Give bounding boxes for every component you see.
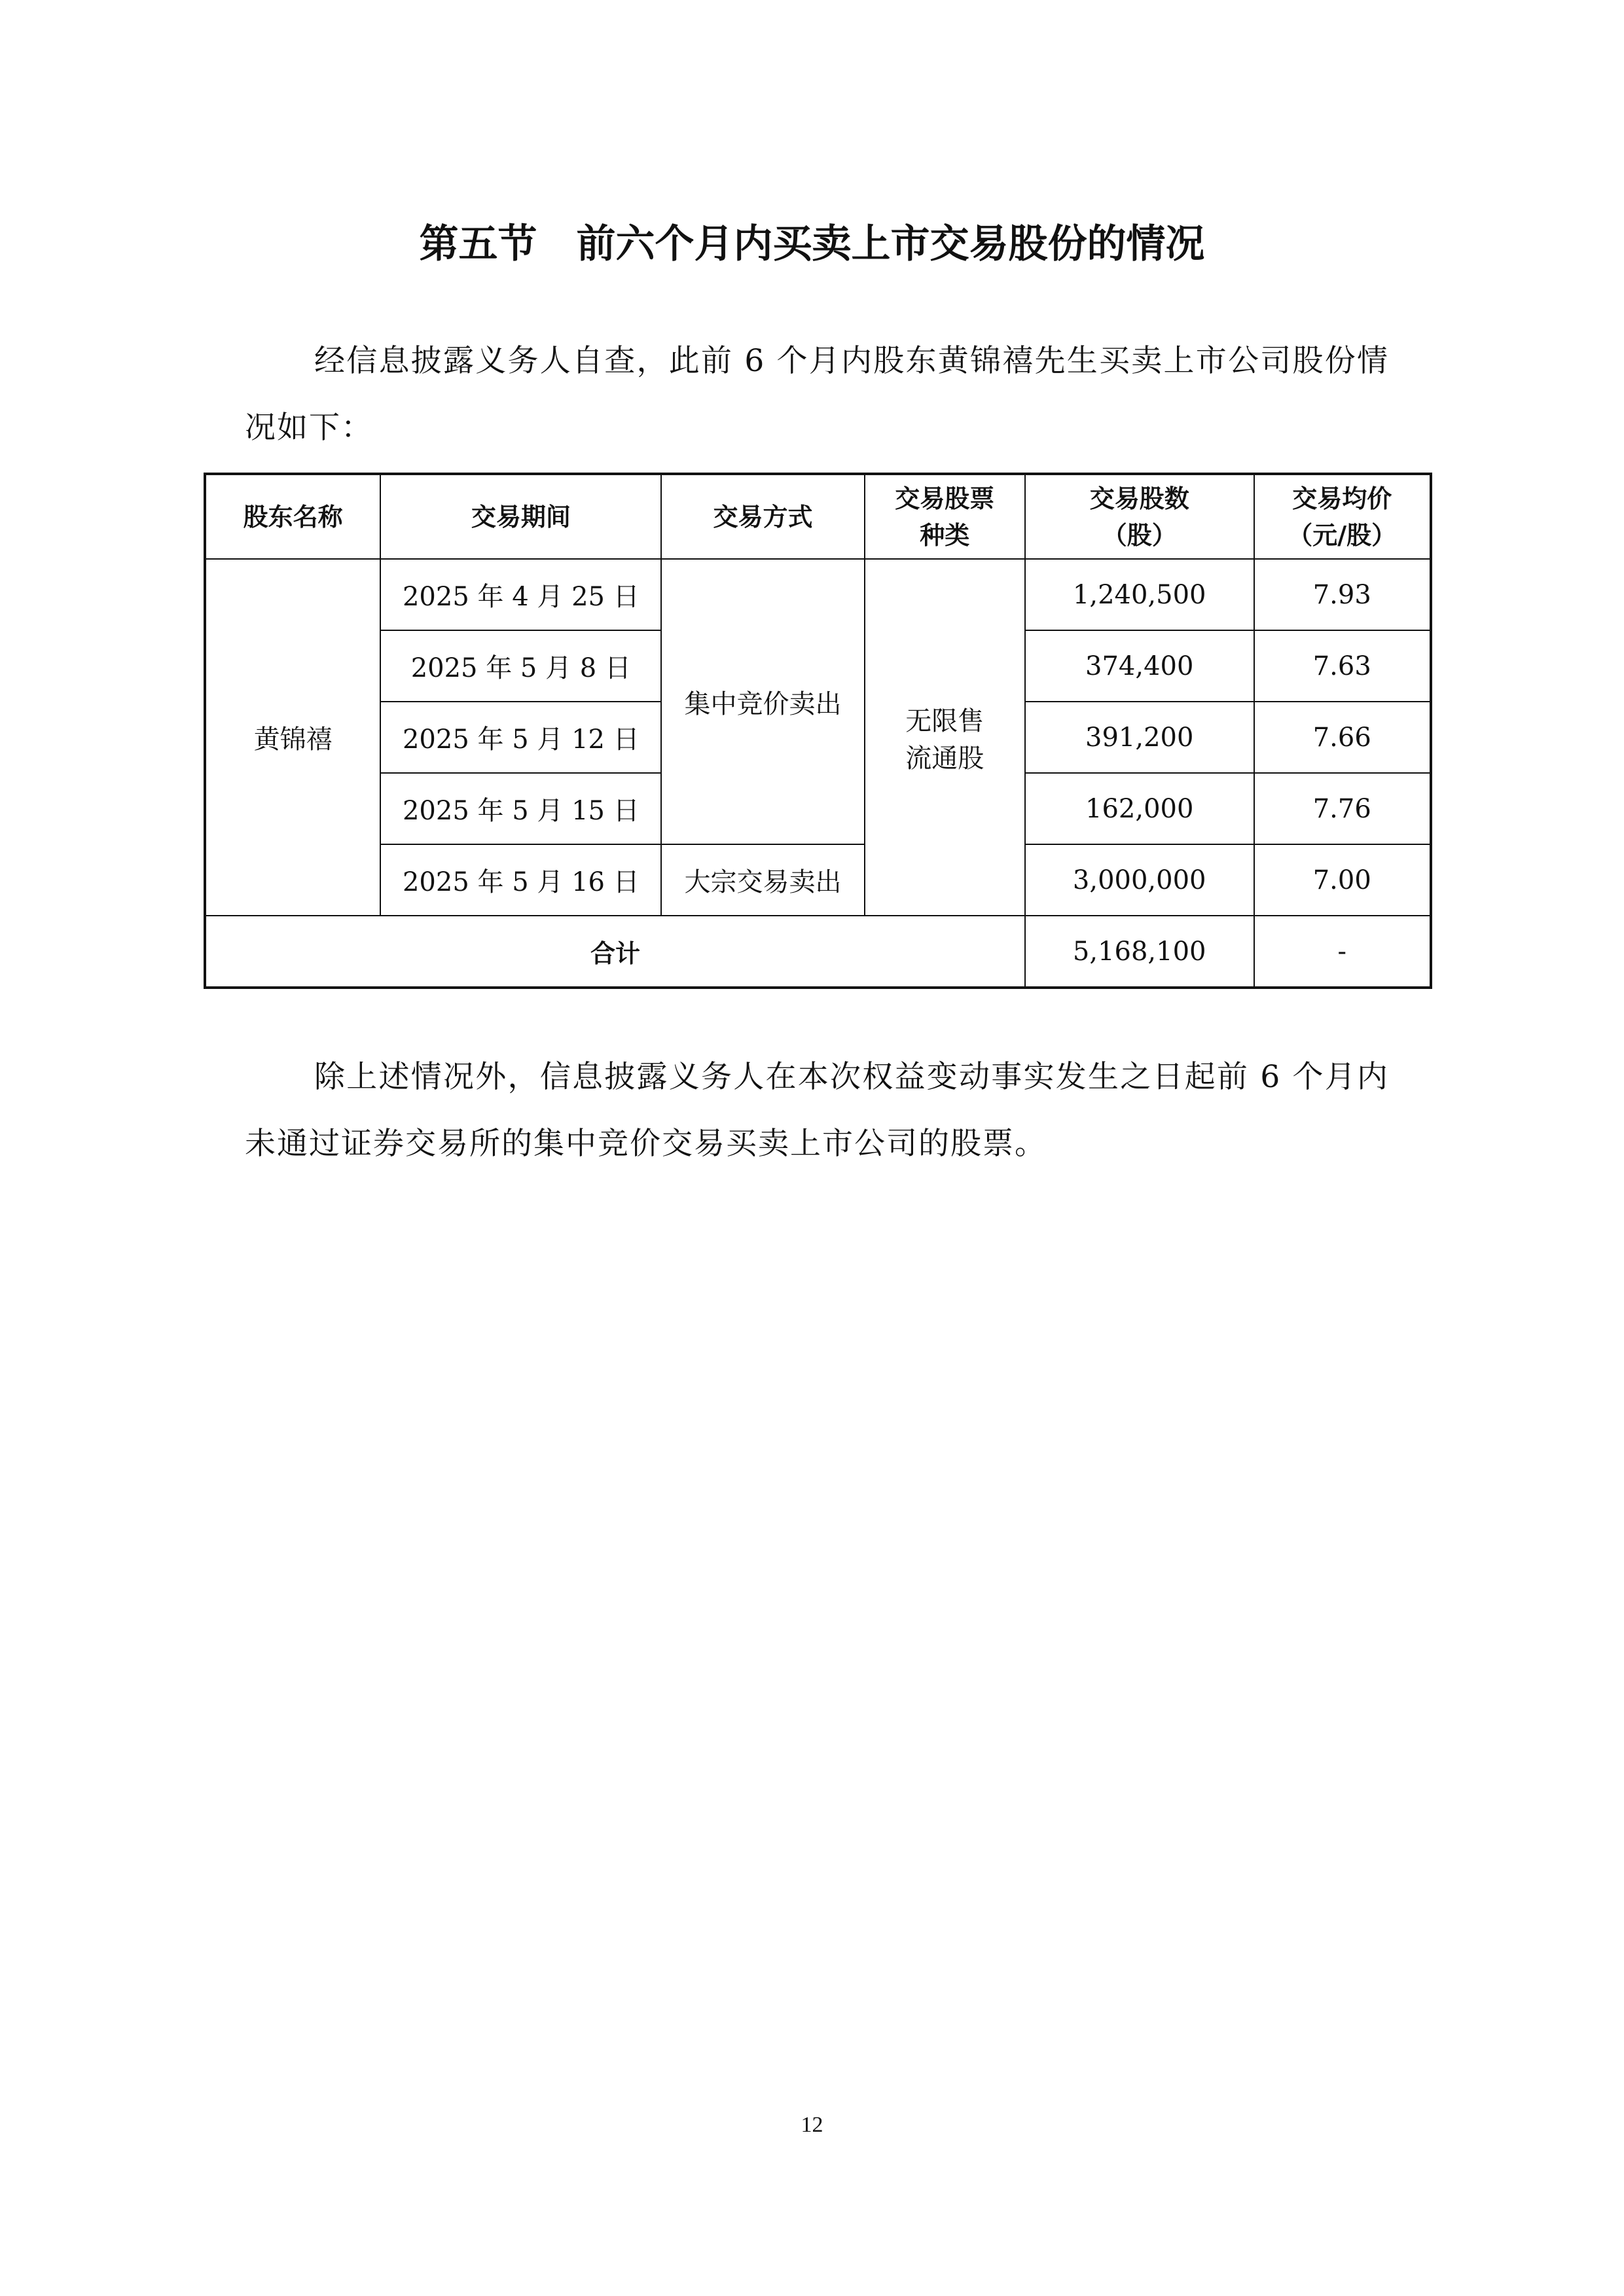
trade-shares: 162,000 bbox=[1025, 773, 1254, 844]
table-row bbox=[205, 559, 1431, 630]
trade-shares: 391,200 bbox=[1025, 702, 1254, 773]
trading-table bbox=[204, 473, 1432, 989]
trade-price: 7.93 bbox=[1254, 559, 1432, 630]
section-number: 第五节 bbox=[419, 221, 537, 267]
header-stock-type bbox=[865, 474, 1025, 559]
trade-price: 7.66 bbox=[1254, 702, 1432, 773]
trade-method: 大宗交易卖出 bbox=[661, 844, 864, 916]
header-period: 交易期间 bbox=[380, 474, 661, 559]
total-label: 合计 bbox=[205, 916, 1025, 988]
header-shareholder: 股东名称 bbox=[205, 474, 380, 559]
stock-type-line: 无限售 bbox=[905, 706, 984, 736]
intro-paragraph: 经信息披露义务人自查，此前 6 个月内股东黄锦禧先生买卖上市公司股份情况如下： bbox=[245, 343, 1389, 446]
trade-price: 7.00 bbox=[1254, 844, 1432, 916]
trade-shares: 374,400 bbox=[1025, 630, 1254, 702]
trade-price: 7.76 bbox=[1254, 773, 1432, 844]
total-price: - bbox=[1254, 916, 1432, 988]
shareholder-name: 黄锦禧 bbox=[205, 559, 380, 916]
section-heading: 前六个月内买卖上市交易股份的情况 bbox=[576, 221, 1205, 267]
trade-date: 2025 年 5 月 8 日 bbox=[380, 630, 661, 702]
total-shares: 5,168,100 bbox=[1025, 916, 1254, 988]
stock-type bbox=[865, 559, 1025, 916]
table-row bbox=[205, 844, 1431, 916]
trade-date: 2025 年 5 月 15 日 bbox=[380, 773, 661, 844]
trade-date: 2025 年 5 月 16 日 bbox=[380, 844, 661, 916]
header-method: 交易方式 bbox=[661, 474, 864, 559]
header-line: 种类 bbox=[920, 520, 970, 550]
stock-type-line: 流通股 bbox=[905, 743, 984, 774]
page-number: 12 bbox=[801, 2113, 823, 2137]
trade-date: 2025 年 5 月 12 日 bbox=[380, 702, 661, 773]
header-price bbox=[1254, 474, 1432, 559]
header-shares-label: 交易股数（股） bbox=[1089, 484, 1189, 550]
header-line: （元/股） bbox=[1288, 520, 1397, 550]
trade-date: 2025 年 4 月 25 日 bbox=[380, 559, 661, 630]
table-header-row bbox=[205, 474, 1431, 559]
total-row bbox=[205, 916, 1431, 988]
trade-method: 集中竞价卖出 bbox=[661, 559, 864, 844]
section-title bbox=[0, 213, 1624, 269]
trade-price: 7.63 bbox=[1254, 630, 1432, 702]
header-line: 交易股票 bbox=[895, 484, 995, 513]
header-shares bbox=[1025, 474, 1254, 559]
trade-shares: 3,000,000 bbox=[1025, 844, 1254, 916]
trade-shares: 1,240,500 bbox=[1025, 559, 1254, 630]
closing-paragraph: 除上述情况外，信息披露义务人在本次权益变动事实发生之日起前 6 个月内未通过证券交易所的集中竞价交易买卖上市公司的股票。 bbox=[245, 1059, 1389, 1162]
header-line: 交易均价 bbox=[1292, 484, 1392, 513]
